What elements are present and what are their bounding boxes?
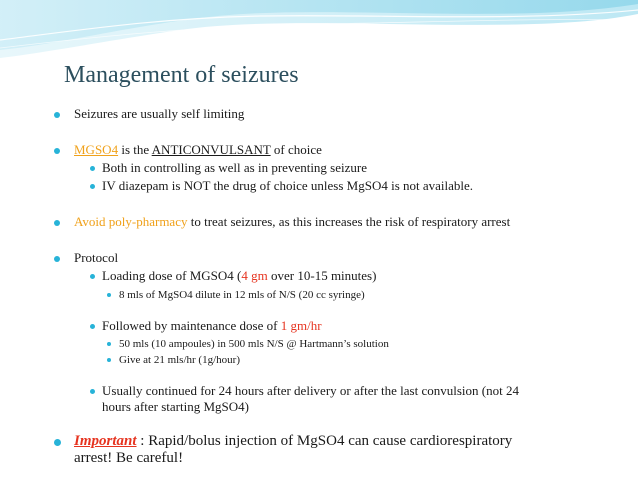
sub-sub-bullet-ampoules: 50 mls (10 ampoules) in 500 mls N/S @ Hartmann’s solution [119,336,389,352]
bullet-dot-icon [107,342,111,346]
bullet-important-warning: Important : Rapid/bolus injection of MgSO4 can cause cardiorespiratory arrest! Be careful! [74,433,512,467]
slide-title: Management of seizures [64,62,299,88]
mgso4-highlight: MGSO4 [74,142,119,157]
bullet-dot-icon [54,256,60,262]
bullet-mgso4-choice: MGSO4 is the ANTICONVULSANT of choice [74,142,322,158]
sub-sub-bullet-dilute: 8 mls of MgSO4 dilute in 12 mls of N/S (20 cc syringe) [119,287,365,303]
anticonvulsant-text: ANTICONVULSANT [151,142,271,157]
bullet-dot-icon [54,112,60,118]
sub-bullet-continued-24h: Usually continued for 24 hours after delivery or after the last convulsion (not 24 hours after starting MgSO4) [102,383,519,415]
sub-bullet-maintenance-dose: Followed by maintenance dose of 1 gm/hr [102,318,322,334]
bullet-dot-icon [90,166,95,171]
bullet-dot-icon [107,358,111,362]
bullet-dot-icon [54,439,61,446]
loading-dose-amount: 4 gm [241,268,268,283]
bullet-seizures-self-limiting: Seizures are usually self limiting [74,106,244,122]
avoid-polypharmacy-highlight: Avoid poly-pharmacy [74,214,188,229]
bullet-dot-icon [90,324,95,329]
bullet-dot-icon [54,148,60,154]
bullet-dot-icon [107,293,111,297]
bullet-dot-icon [90,274,95,279]
sub-sub-bullet-rate: Give at 21 mls/hr (1g/hour) [119,352,240,368]
bullet-dot-icon [90,184,95,189]
sub-bullet-diazepam: IV diazepam is NOT the drug of choice unless MgSO4 is not available. [102,178,473,194]
header-wave-decoration [0,0,638,60]
important-label: Important [74,433,137,449]
sub-bullet-controlling: Both in controlling as well as in preventing seizure [102,160,367,176]
sub-bullet-loading-dose: Loading dose of MGSO4 (4 gm over 10-15 minutes) [102,268,376,284]
maintenance-dose-amount: 1 gm/hr [280,318,322,333]
bullet-protocol: Protocol [74,250,118,266]
bullet-dot-icon [54,220,60,226]
bullet-avoid-polypharmacy: Avoid poly-pharmacy to treat seizures, as this increases the risk of respiratory arrest [74,214,510,230]
bullet-dot-icon [90,389,95,394]
